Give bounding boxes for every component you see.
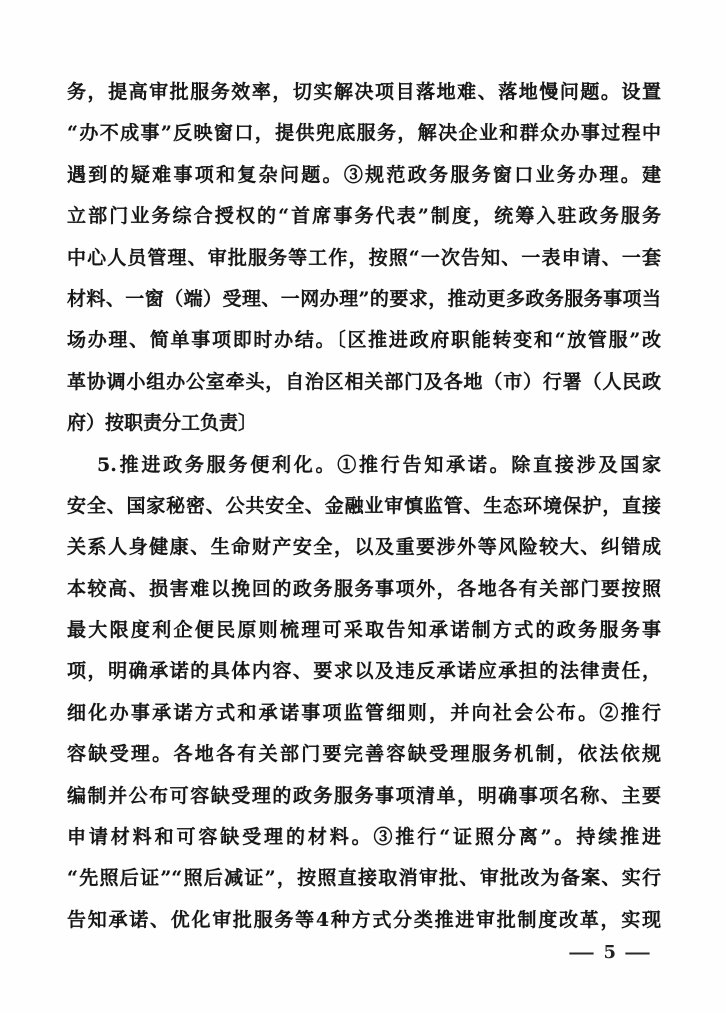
text-line: 场办理、简单事项即时办结。〔区推进政府职能转变和“放管服”改	[67, 329, 661, 352]
text-line: 遇到的疑难事项和复杂问题。③规范政务服务窗口业务办理。建	[67, 163, 661, 186]
text-line: 编制并公布可容缺受理的政务服务事项清单，明确事项名称、主要	[67, 784, 661, 807]
text-line: 本较高、损害难以挽回的政务服务事项外，各地各有关部门要按照	[67, 577, 661, 600]
text-line: 立部门业务综合授权的“首席事务代表”制度，统筹入驻政务服务	[67, 205, 661, 228]
text-line: 容缺受理。各地各有关部门要完善容缺受理服务机制，依法依规	[67, 743, 661, 766]
text-line: 务，提高审批服务效率，切实解决项目落地难、落地慢问题。设置	[67, 81, 661, 103]
document-body	[67, 72, 661, 941]
page-number: 5	[603, 942, 616, 963]
text-line: 安全、国家秘密、公共安全、金融业审慎监管、生态环境保护，直接	[67, 494, 661, 517]
text-line: 革协调小组办公室牵头，自治区相关部门及各地（市）行署（人民政	[67, 370, 661, 393]
page-footer	[568, 942, 652, 963]
text-line: 5.推进政务服务便利化。①推行告知承诺。除直接涉及国家	[97, 453, 661, 476]
text-line: 府）按职责分工负责〕	[67, 412, 258, 435]
text-line: 项，明确承诺的具体内容、要求以及违反承诺应承担的法律责任，	[67, 660, 661, 683]
text-line: 中心人员管理、审批服务等工作，按照“一次告知、一表申请、一套	[67, 246, 661, 269]
text-line: 最大限度利企便民原则梳理可采取告知承诺制方式的政务服务事	[67, 619, 661, 642]
footer-dash-right: —	[623, 942, 652, 963]
text-line: 告知承诺、优化审批服务等4种方式分类推进审批制度改革，实现	[67, 908, 661, 931]
text-line: 细化办事承诺方式和承诺事项监管细则，并向社会公布。②推行	[67, 701, 661, 724]
footer-dash-left: —	[568, 942, 596, 963]
text-line: “办不成事”反映窗口，提供兜底服务，解决企业和群众办事过程中	[67, 122, 661, 145]
text-line: 关系人身健康、生命财产安全，以及重要涉外等风险较大、纠错成	[67, 536, 661, 559]
text-line: 材料、一窗（端）受理、一网办理”的要求，推动更多政务服务事项当	[67, 287, 661, 310]
text-line: “先照后证”“照后减证”，按照直接取消审批、审批改为备案、实行	[67, 867, 661, 890]
text-line: 申请材料和可容缺受理的材料。③推行“证照分离”。持续推进	[67, 826, 661, 849]
